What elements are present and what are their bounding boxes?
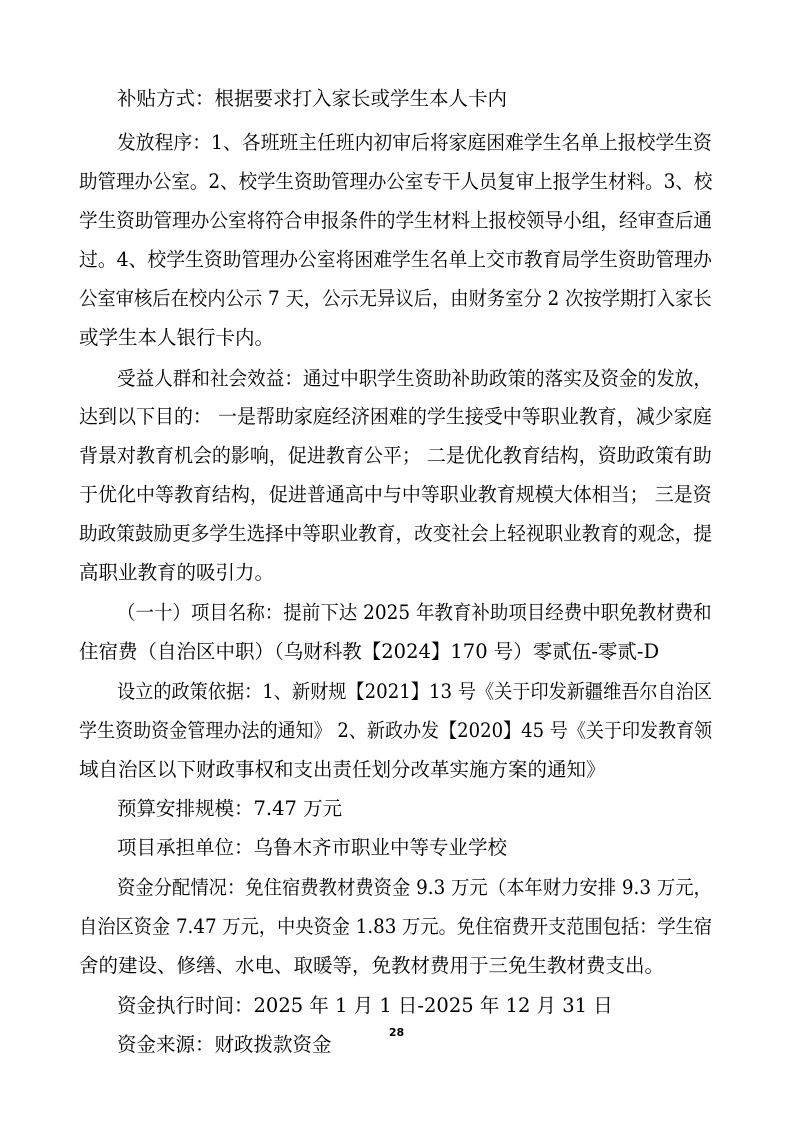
text-line-fund-allocation-2: 自治区资金 7.47 万元，中央资金 1.83 万元。免住宿费开支范围包括：学生宿 bbox=[79, 915, 713, 939]
text-line-project-name-2: 住宿费（自治区中职）（乌财科教【2024】170 号）零贰伍-零贰-D bbox=[79, 639, 660, 663]
text-line-procedure-2: 助管理办公室。2、校学生资助管理办公室专干人员复审上报学生材料。3、校 bbox=[79, 170, 713, 194]
text-line-payment-method: 补贴方式：根据要求打入家长或学生本人卡内 bbox=[117, 86, 508, 110]
text-line-budget-scale: 预算安排规模：7.47 万元 bbox=[117, 797, 343, 821]
text-line-benefit-6: 高职业教育的吸引力。 bbox=[79, 560, 275, 584]
text-line-procedure-4: 过。4、校学生资助管理办公室将困难学生名单上交市教育局学生资助管理办 bbox=[79, 248, 712, 272]
text-line-fund-allocation-3: 舍的建设、修缮、水电、取暖等，免教材费用于三免生教材费支出。 bbox=[79, 954, 665, 978]
text-line-procedure-3: 学生资助管理办公室将符合申报条件的学生材料上报校领导小组，经审查后通 bbox=[79, 209, 713, 233]
text-line-project-name-1: （一十）项目名称：提前下达 2025 年教育补助项目经费中职免教材费和 bbox=[117, 600, 712, 624]
text-line-benefit-1: 受益人群和社会效益：通过中职学生资助补助政策的落实及资金的发放， bbox=[117, 367, 712, 391]
text-line-procedure-5: 公室审核后在校内公示 7 天，公示无异议后，由财务室分 2 次按学期打入家长 bbox=[79, 287, 712, 311]
text-line-responsible-unit: 项目承担单位：乌鲁木齐市职业中等专业学校 bbox=[117, 836, 508, 860]
text-line-fund-source: 资金来源：财政拨款资金 bbox=[117, 1033, 332, 1056]
text-line-policy-basis-2: 学生资助资金管理办法的通知》 2、新政办发【2020】45 号《关于印发教育领 bbox=[79, 718, 713, 742]
page-number: 28 bbox=[388, 1026, 405, 1039]
text-line-procedure-6: 或学生本人银行卡内。 bbox=[79, 326, 275, 350]
text-line-procedure-1: 发放程序：1、各班班主任班内初审后将家庭困难学生名单上报校学生资 bbox=[117, 131, 712, 155]
text-line-execution-time: 资金执行时间：2025 年 1 月 1 日-2025 年 12 月 31 日 bbox=[117, 994, 613, 1018]
text-line-benefit-4: 于优化中等教育结构，促进普通高中与中等职业教育规模大体相当； 三是资 bbox=[79, 482, 712, 506]
text-line-benefit-2: 达到以下目的： 一是帮助家庭经济困难的学生接受中等职业教育，减少家庭 bbox=[79, 405, 712, 429]
text-line-policy-basis-3: 域自治区以下财政事权和支出责任划分改革实施方案的通知》 bbox=[79, 757, 606, 781]
text-line-fund-allocation-1: 资金分配情况：免住宿费教材费资金 9.3 万元（本年财力安排 9.3 万元， bbox=[117, 876, 712, 900]
text-line-policy-basis-1: 设立的政策依据：1、新财规【2021】13 号《关于印发新疆维吾尔自治区 bbox=[117, 679, 713, 703]
text-line-benefit-5: 助政策鼓励更多学生选择中等职业教育，改变社会上轻视职业教育的观念，提 bbox=[79, 521, 713, 545]
text-line-benefit-3: 背景对教育机会的影响，促进教育公平； 二是优化教育结构，资助政策有助 bbox=[79, 444, 712, 467]
